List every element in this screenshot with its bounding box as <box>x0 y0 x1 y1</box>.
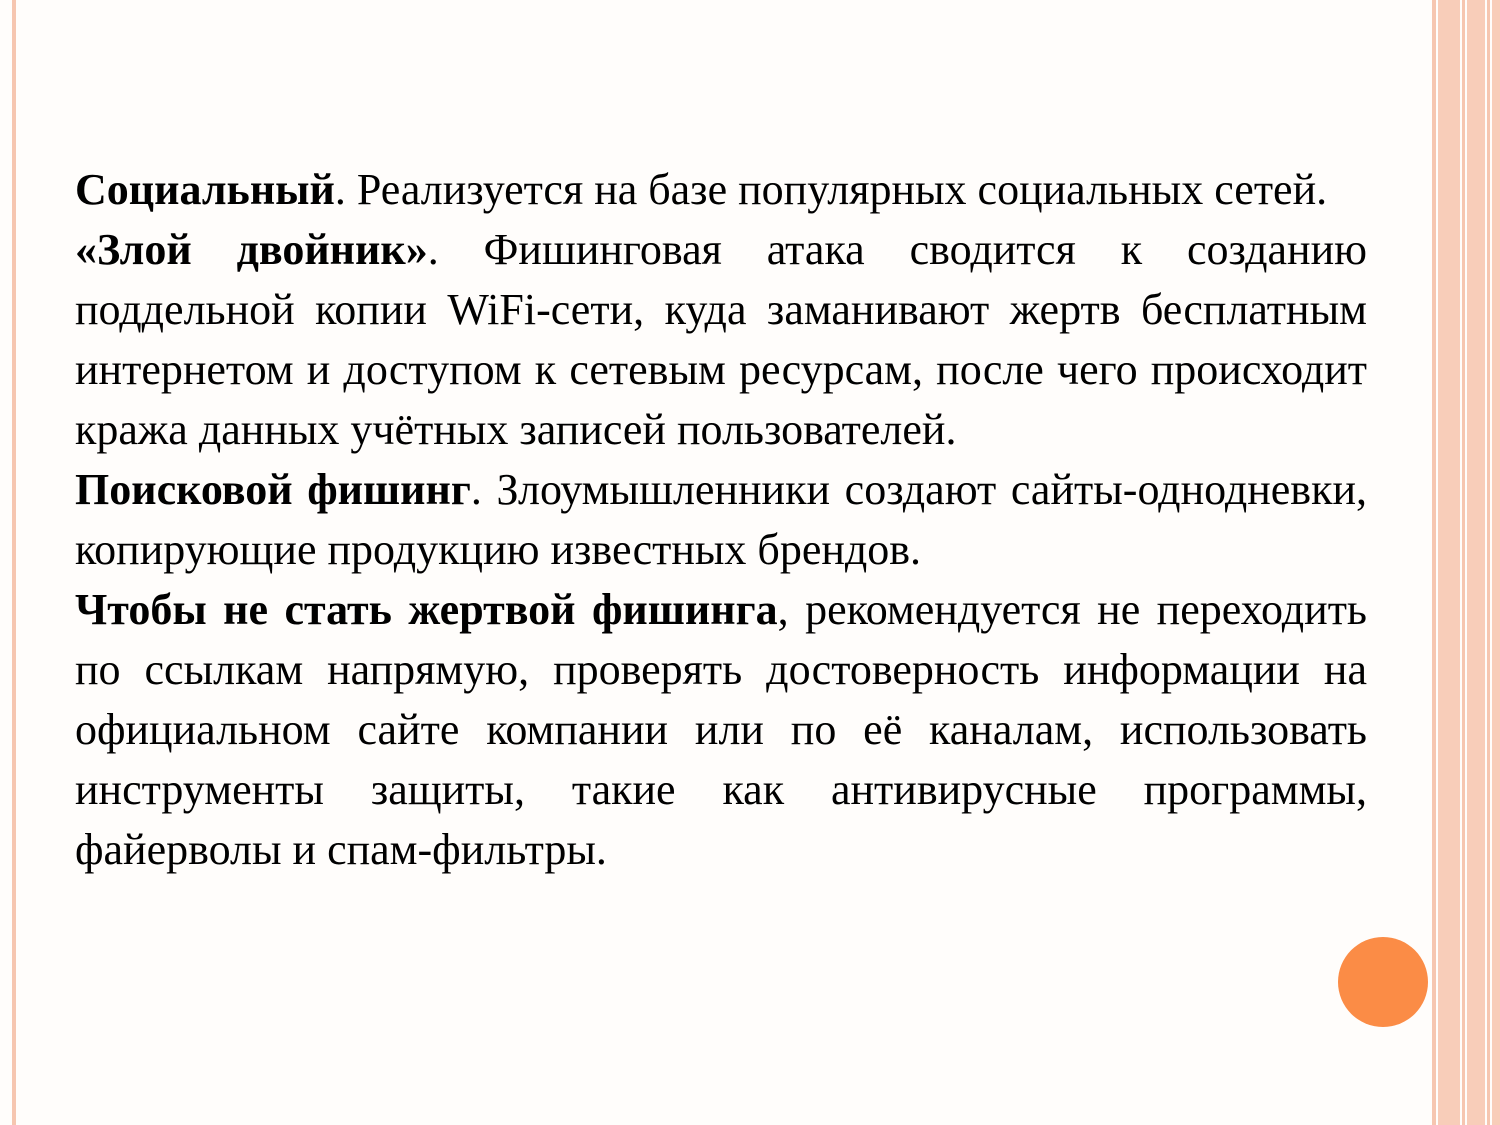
decor-stripe <box>1487 0 1490 1125</box>
paragraph-recommendation <box>75 580 1367 880</box>
text-social: . Реализуется на базе популярных социальных сетей. <box>334 165 1328 214</box>
left-frame-line <box>12 0 16 1125</box>
decor-stripe <box>1438 0 1460 1125</box>
term-social: Социальный <box>75 165 335 214</box>
slide-body <box>75 160 1367 880</box>
decor-stripe <box>1467 0 1485 1125</box>
text-search-phishing: . Злоумышленники создают сайты-однодневки, копирующие продукцию известных брендов. <box>75 465 1368 574</box>
decor-stripe <box>1462 0 1465 1125</box>
term-search-phishing: Поисковой фишинг <box>75 465 471 514</box>
decor-stripe <box>1432 0 1436 1125</box>
paragraph-search-phishing <box>75 460 1367 580</box>
text-evil-twin: . Фишинговая атака сводится к созданию поддельной копии WiFi-сети, куда заманивают жертв бесплатным интернетом и доступом к сетевым ресурсам, после чего происходит кража данных учётных записей пользователей. <box>75 225 1368 454</box>
decor-stripe <box>1492 0 1500 1125</box>
term-evil-twin: «Злой двойник» <box>75 225 428 274</box>
term-recommendation: Чтобы не стать жертвой фишинга <box>75 585 778 634</box>
paragraph-evil-twin <box>75 220 1367 460</box>
text-recommendation: , рекомендуется не переходить по ссылкам напрямую, проверять достоверность информации на официальном сайте компании или по её каналам, использовать инструменты защиты, такие как антивирусные программы, файерволы и спам-фильтры. <box>75 585 1367 874</box>
paragraph-social <box>75 160 1367 220</box>
accent-circle <box>1338 937 1428 1027</box>
